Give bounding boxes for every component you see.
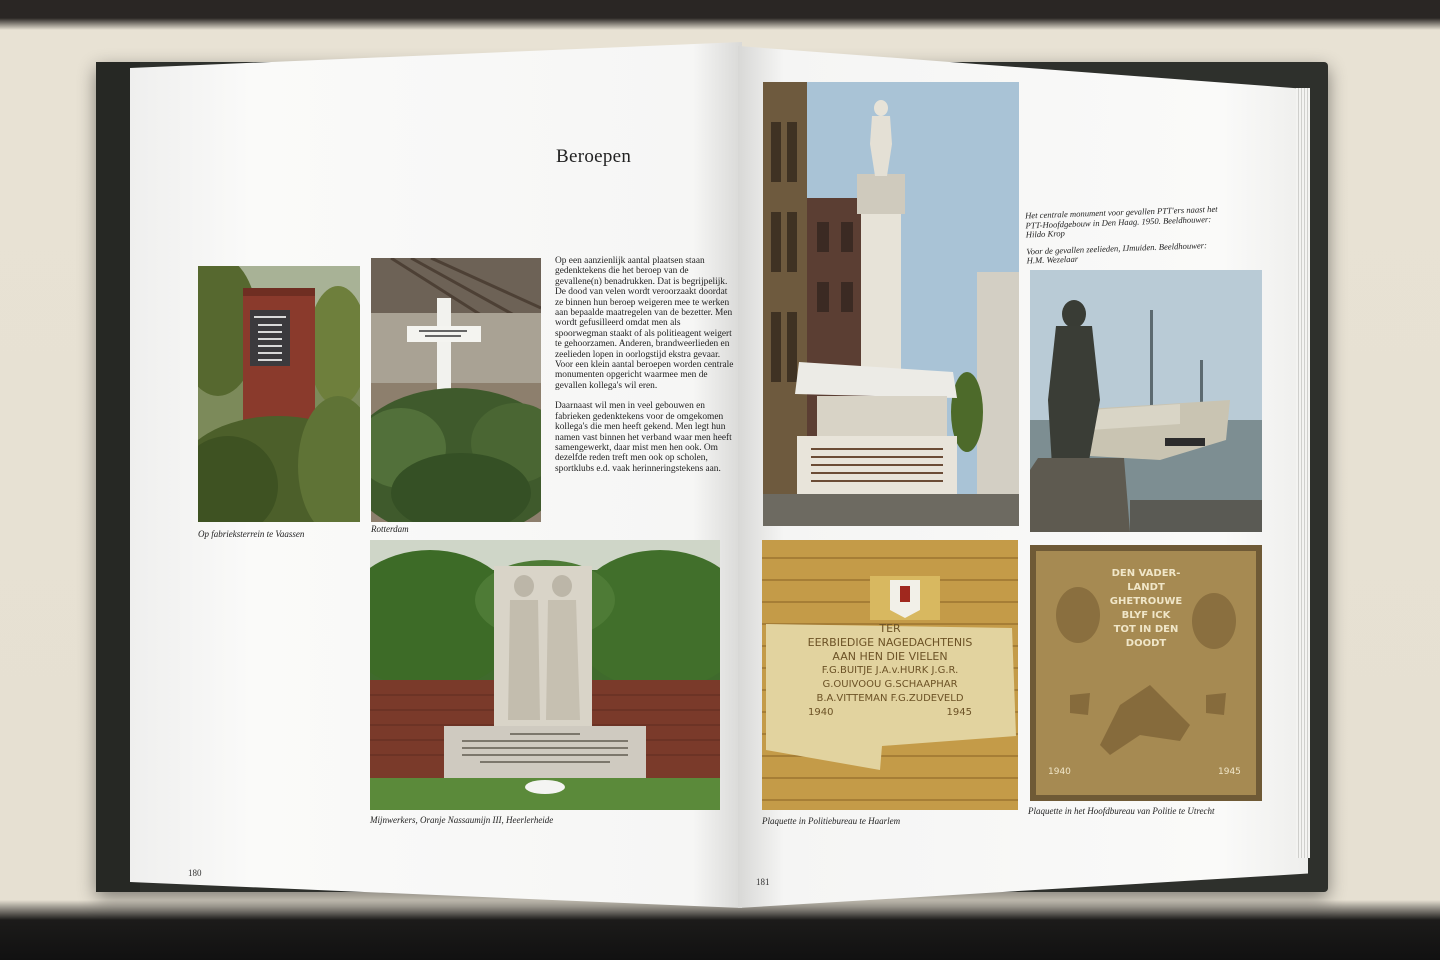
photo-ptt-monument [763, 82, 1019, 526]
page-number-left: 180 [188, 868, 202, 878]
haarlem-line4: F.G.BUITJE J.A.v.HURK J.G.R. [821, 665, 959, 676]
caption-mijnwerkers: Mijnwerkers, Oranje Nassaumijn III, Heerlerheide [370, 815, 554, 825]
haarlem-year-end: 1945 [946, 707, 972, 718]
body-paragraph-2: Daarnaast wil men in veel gebouwen en fabrieken gedenktekens voor de omgekomen kollega's die men heeft gekend. Men legt hun namen vast binnen het verband waar men heeft samengewerkt, daar mist men hen ook. Om dezelfde reden treft men ook op scholen, sportklubs e.d. vaak herinneringstekens aan. [555, 401, 732, 474]
haarlem-line1: TER [879, 622, 901, 635]
utrecht-motto-1: DEN VADER- [1111, 568, 1181, 579]
side-caption-ptt: Het centrale monument voor gevallen PTT'ers naast het PTT-Hoofdgebouw in Den Haag. 1950. Beeldhouwer: Hildo Krop [1024, 203, 1218, 240]
photo-mijnwerkers [370, 540, 720, 810]
side-caption-zeelieden: Voor de gevallen zeelieden, IJmuiden. Beeldhouwer: H.M. Wezelaar [1026, 239, 1208, 266]
photo-utrecht-plaque [1030, 545, 1262, 801]
utrecht-year-end: 1945 [1218, 767, 1241, 777]
photo-ijmuiden [1030, 270, 1262, 532]
section-title: Beroepen [556, 146, 632, 167]
body-paragraph-1: Op een aanzienlijk aantal plaatsen staan gedenktekens die het beroep van de gevallene(n) benadrukken. Dat is begrijpelijk. De dood van velen wordt veroorzaakt doordat ze binnen hun beroep weigeren mee te werken aan bepaalde maatregelen van de bezetter. Men wordt gefusilleerd omdat men als spoorwegman staakt of als politieagent weigert te gehoorzamen. Anderen, brandweerlieden en zeelieden lopen in oorlogstijd ekstra gevaar. Voor een klein aantal beroepen worden centrale monumenten opgericht waarmee men de gevallen kollega's wil eren. [555, 256, 734, 391]
page-number-right: 181 [756, 877, 770, 887]
utrecht-motto-5: TOT IN DEN [1113, 624, 1179, 635]
haarlem-line2: EERBIEDIGE NAGEDACHTENIS [807, 636, 973, 649]
utrecht-motto-6: DOODT [1125, 638, 1167, 649]
caption-utrecht: Plaquette in het Hoofdbureau van Politie te Utrecht [1028, 806, 1215, 816]
caption-haarlem: Plaquette in Politiebureau te Haarlem [762, 816, 901, 826]
side-caption [1025, 205, 1227, 274]
utrecht-motto-4: BLYF ICK [1121, 610, 1171, 621]
caption-vaassen: Op fabrieksterrein te Vaassen [198, 529, 305, 539]
utrecht-motto [1104, 567, 1188, 651]
utrecht-motto-3: GHETROUWE [1109, 596, 1183, 607]
photo-vaassen [198, 266, 360, 522]
haarlem-line5: G.OUIVOOU G.SCHAAPHAR [822, 679, 958, 690]
photo-haarlem-plaque [762, 540, 1018, 810]
photo-rotterdam [371, 258, 541, 522]
utrecht-motto-2: LANDT [1127, 582, 1165, 593]
haarlem-line6: B.A.VITTEMAN F.G.ZUDEVELD [816, 693, 964, 704]
haarlem-plaque-text [768, 622, 1012, 720]
body-text [555, 256, 735, 484]
caption-rotterdam: Rotterdam [371, 524, 409, 534]
haarlem-line3: AAN HEN DIE VIELEN [832, 650, 948, 663]
utrecht-year-start: 1940 [1048, 767, 1071, 777]
haarlem-year-start: 1940 [808, 707, 834, 718]
page-stack-edge [1296, 88, 1310, 858]
